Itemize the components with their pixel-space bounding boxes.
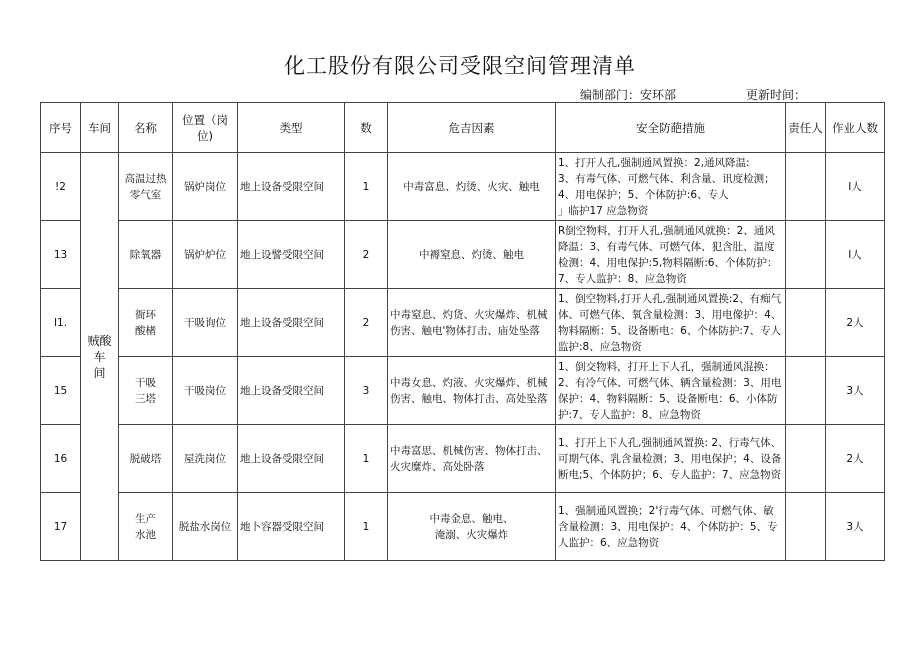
- header-hazards: 危吉因素: [388, 103, 556, 153]
- cell-type: 地上设备受限空间: [238, 357, 345, 425]
- cell-type: 地上设譬受限空间: [238, 221, 345, 289]
- cell-count: 1: [345, 493, 388, 561]
- cell-measures: 1、倒交物料，打开上下人孔，强制通风混换： 2、有冷气体、可燃气体、辆含量检测：3、用电保护：4、物料隔断：5、设备断电：6、小体防护:7、专人监护：8、应急物资: [556, 357, 786, 425]
- cell-measures: 1、打开上下人孔,强制通风置换: 2、行毒气体、可期气体、乳含量检测；3、用电保护；4、设备断电;5、个体防护；6、专人监护：7、应急物资: [556, 425, 786, 493]
- cell-name: 衙环 酸楮: [119, 289, 173, 357]
- cell-position: 屋洗岗位: [173, 425, 238, 493]
- cell-workers: 3人: [826, 493, 885, 561]
- cell-seq: 17: [41, 493, 81, 561]
- cell-count: 1: [345, 425, 388, 493]
- cell-responsible: [786, 221, 826, 289]
- header-workshop: 车间: [81, 103, 119, 153]
- cell-seq: 13: [41, 221, 81, 289]
- table-row: [41, 425, 885, 493]
- header-position: 位置（岗位): [173, 103, 238, 153]
- cell-type: 地上设备受限空间: [238, 289, 345, 357]
- cell-hazards: 中毒女息、灼液、火灾爆炸、机械伤害、触电、物体打击、高处坠落: [388, 357, 556, 425]
- table-row: [41, 221, 885, 289]
- header-row: [41, 103, 885, 153]
- cell-count: 3: [345, 357, 388, 425]
- cell-measures: 1、强制通风置换；2'行毒气体、可燃气体、敏含量检测：3、用电保护：4、个体防护：5、专人监护：6、应急物资: [556, 493, 786, 561]
- cell-type: 地上设备受限空间: [238, 425, 345, 493]
- table-row: [41, 493, 885, 561]
- cell-position: 干吸岗位: [173, 357, 238, 425]
- cell-responsible: [786, 153, 826, 221]
- cell-measures: R倒空物料，打开人孔,强制通风就换：2、通风降温：3、有毒气体、可燃气体、犯含肚、温度检测：4、用电保护:5,物料隔断:6、个体防护： 7、专人监护：8、应急物资: [556, 221, 786, 289]
- cell-type: 地卜容器受限空间: [238, 493, 345, 561]
- cell-name: 除氧器: [119, 221, 173, 289]
- cell-seq: 15: [41, 357, 81, 425]
- cell-hazards: 中毒富思、机械伤害、物体打击、火灾糜炸、高处卧落: [388, 425, 556, 493]
- header-responsible: 责任人: [786, 103, 826, 153]
- cell-name: 干吸 三塔: [119, 357, 173, 425]
- cell-measures: 1、打开人孔,强制通风置换：2,通风降温: 3、有毒气体、可燃气体、利含量、讯度检测； 4、用电保护；5、个体防护:6、专人 」临护17 应急物资: [556, 153, 786, 221]
- header-measures: 安全防葩措施: [556, 103, 786, 153]
- header-name: 名称: [119, 103, 173, 153]
- cell-count: 2: [345, 221, 388, 289]
- document-title: 化工股份有限公司受限空间管理清单: [284, 54, 636, 78]
- table-row: [41, 357, 885, 425]
- cell-seq: !2: [41, 153, 81, 221]
- cell-workers: 2人: [826, 425, 885, 493]
- cell-workshop: 贼酸 车 间: [81, 153, 119, 561]
- cell-name: 脱破塔: [119, 425, 173, 493]
- cell-measures: 1、倒空物料,打开人孔,强制通风置换:2、有痴气体、可燃气体、氧含量检测：3、用电像护：4、物料隔断：5、设备断电：6、个体防护:7、专人监护:8、应急物资: [556, 289, 786, 357]
- table-row: [41, 289, 885, 357]
- cell-name: 高温过热 零气室: [119, 153, 173, 221]
- cell-workers: I人: [826, 221, 885, 289]
- cell-responsible: [786, 493, 826, 561]
- cell-hazards: 中毒富息、灼烫、火灾、触电: [388, 153, 556, 221]
- cell-type: 地上设备受限空间: [238, 153, 345, 221]
- cell-hazards: 中毒金息、触电、 淹溺、火灾爆炸: [388, 493, 556, 561]
- cell-hazards: 中褥窒息、灼烫、触电: [388, 221, 556, 289]
- table-row: [41, 153, 885, 221]
- cell-responsible: [786, 289, 826, 357]
- header-workers: 作业人数: [826, 103, 885, 153]
- cell-workers: 3人: [826, 357, 885, 425]
- update-time-label: 更新时间：: [746, 88, 807, 102]
- header-count: 数: [345, 103, 388, 153]
- department-label: 编制部门：安环部: [580, 88, 677, 102]
- cell-name: 生产 水池: [119, 493, 173, 561]
- cell-seq: 16: [41, 425, 81, 493]
- header-type: 类型: [238, 103, 345, 153]
- cell-count: 1: [345, 153, 388, 221]
- cell-position: 脱盐水岗位: [173, 493, 238, 561]
- cell-responsible: [786, 425, 826, 493]
- cell-position: 干吸询位: [173, 289, 238, 357]
- cell-workers: I人: [826, 153, 885, 221]
- cell-workers: 2人: [826, 289, 885, 357]
- cell-count: 2: [345, 289, 388, 357]
- cell-seq: I1.: [41, 289, 81, 357]
- cell-hazards: 中毒窒息、灼货、火灾爆炸、机械伤害、触电'物体打击、庙处坠落: [388, 289, 556, 357]
- cell-position: 锅炉岗位: [173, 153, 238, 221]
- header-seq: 序号: [41, 103, 81, 153]
- cell-position: 锅炉炉位: [173, 221, 238, 289]
- confined-space-table: [40, 102, 885, 561]
- cell-responsible: [786, 357, 826, 425]
